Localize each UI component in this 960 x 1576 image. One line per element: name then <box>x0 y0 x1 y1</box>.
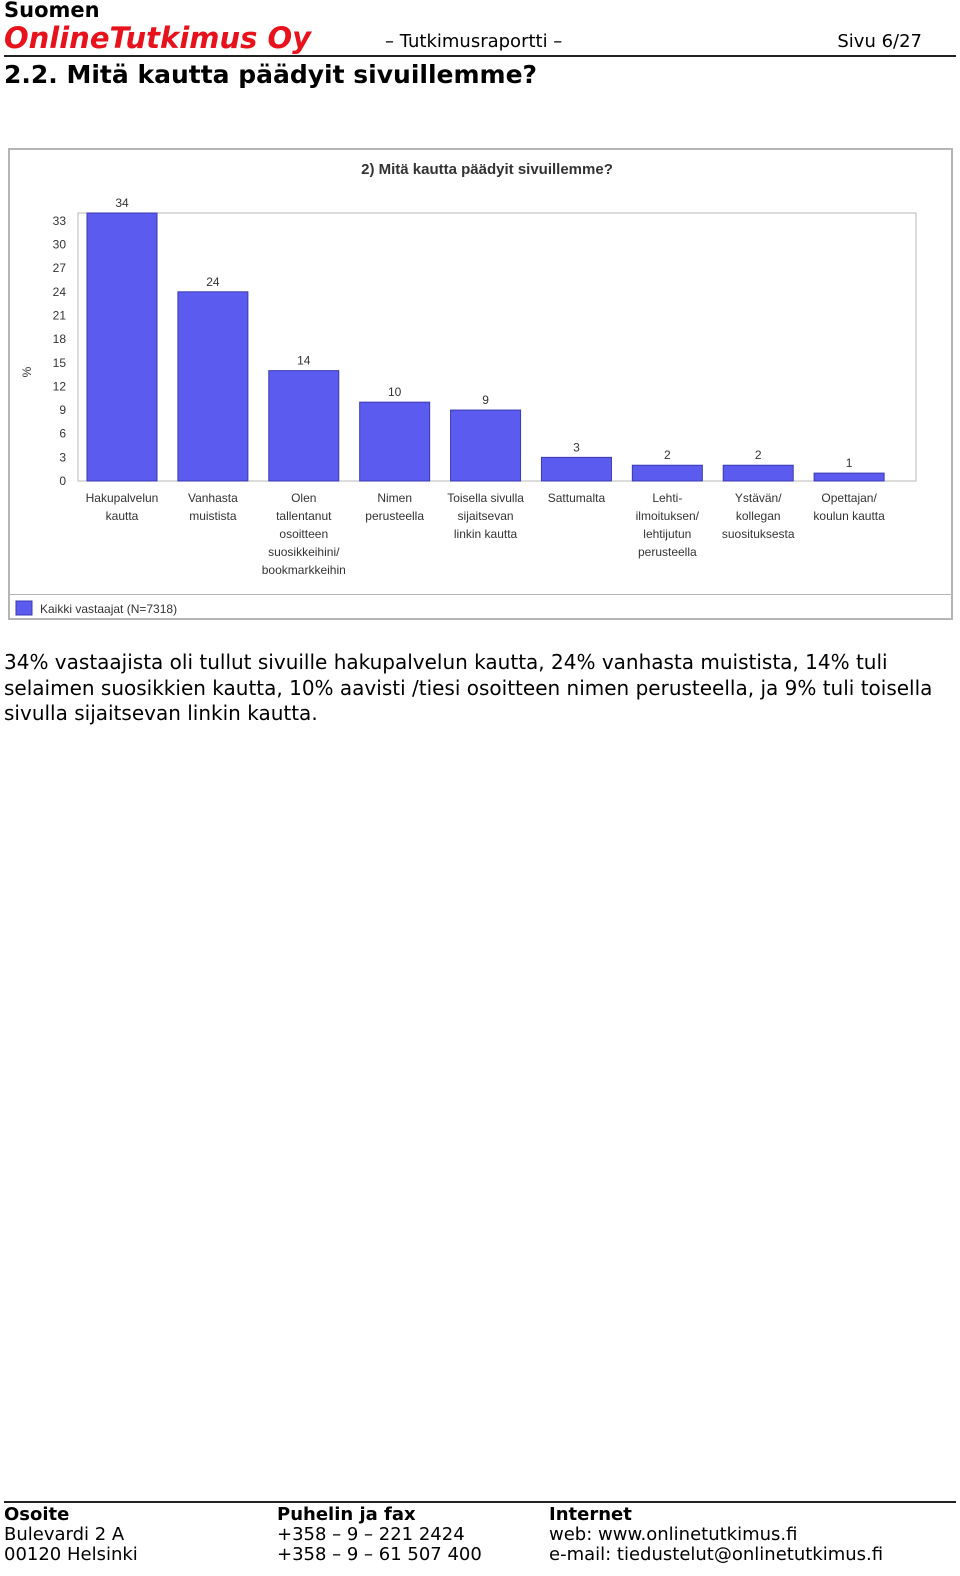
y-tick-label: 0 <box>59 474 66 488</box>
x-category-label: Opettajan/ <box>821 491 877 505</box>
bar-value-label: 34 <box>115 196 129 210</box>
x-category-label: perusteella <box>365 509 425 523</box>
footer-phone-line1: +358 – 9 – 221 2424 <box>277 1524 465 1545</box>
y-tick-label: 6 <box>59 426 66 441</box>
bar-value-label: 3 <box>573 440 580 455</box>
y-tick-label: 24 <box>52 284 66 299</box>
x-category-label: kautta <box>105 509 139 523</box>
x-category-label: tallentanut <box>276 509 332 523</box>
x-category-label: linkin kautta <box>453 527 518 541</box>
bar-value-label: 1 <box>845 456 853 471</box>
bar <box>814 473 884 481</box>
y-tick-label: 12 <box>52 379 66 394</box>
bar <box>178 292 248 481</box>
company-name-line1: Suomen <box>4 0 100 22</box>
legend-swatch <box>16 601 32 615</box>
bar <box>541 457 611 481</box>
y-tick-label: 18 <box>52 332 66 347</box>
bar-value-label: 2 <box>754 448 762 463</box>
footer-phone-heading: Puhelin ja fax <box>277 1504 416 1525</box>
y-tick-label: 3 <box>59 450 66 465</box>
x-category-label: Ystävän/ <box>734 491 782 505</box>
chart-title: 2) Mitä kautta päädyit sivuillemme? <box>361 161 613 178</box>
footer-web: web: www.onlinetutkimus.fi <box>549 1524 798 1545</box>
bar <box>360 402 430 481</box>
x-category-label: Nimen <box>377 491 413 505</box>
x-category-label: suosikkeihini/ <box>268 545 340 559</box>
bar <box>632 465 702 481</box>
page-number: Sivu 6/27 <box>837 31 922 52</box>
bar <box>269 371 339 481</box>
section-title: 2.2. Mitä kautta päädyit sivuillemme? <box>4 60 538 89</box>
legend-divider <box>10 594 951 595</box>
y-axis-label: % <box>20 366 34 378</box>
footer-phone <box>277 1505 482 1565</box>
company-name-line2: OnlineTutkimus Oy <box>4 21 312 55</box>
x-category-label: osoitteen <box>279 527 329 541</box>
bar-value-label: 9 <box>482 393 489 408</box>
bar-value-label: 14 <box>297 353 311 368</box>
x-category-label: lehtijutun <box>643 527 692 541</box>
bar-chart <box>8 148 953 620</box>
footer-address <box>4 1505 138 1565</box>
bar <box>87 213 157 481</box>
bar-value-label: 10 <box>387 385 402 400</box>
footer-address-heading: Osoite <box>4 1504 70 1525</box>
x-category-label: bookmarkkeihin <box>261 563 346 577</box>
footer-internet <box>549 1505 883 1565</box>
footer-address-line2: 00120 Helsinki <box>4 1544 138 1565</box>
x-category-label: suosituksesta <box>721 527 795 541</box>
y-tick-label: 30 <box>52 237 66 252</box>
footer-divider <box>4 1501 956 1503</box>
chart-svg <box>10 150 951 618</box>
x-category-label: sijaitsevan <box>457 509 514 523</box>
x-category-label: perusteella <box>637 545 697 559</box>
x-category-label: Hakupalvelun <box>85 491 159 505</box>
x-category-label: Sattumalta <box>547 491 606 505</box>
y-tick-label: 33 <box>52 213 66 228</box>
footer-address-line1: Bulevardi 2 A <box>4 1524 125 1545</box>
legend-label: Kaikki vastaajat (N=7318) <box>40 602 178 616</box>
x-category-label: muistista <box>189 509 237 523</box>
y-tick-label: 27 <box>52 261 66 276</box>
x-category-label: koulun kautta <box>813 509 885 523</box>
bar-value-label: 24 <box>206 274 220 289</box>
y-tick-label: 15 <box>52 355 66 370</box>
bar <box>451 410 521 481</box>
footer-phone-line2: +358 – 9 – 61 507 400 <box>277 1544 482 1565</box>
summary-paragraph: 34% vastaajista oli tullut sivuille hakupalvelun kautta, 24% vanhasta muistista, 14% tuli selaimen suosikkien kautta, 10% aavisti /tiesi osoitteen nimen perusteella, ja 9% tuli toisella sivulla sijaitsevan linkin kautta. <box>4 650 933 725</box>
footer-internet-heading: Internet <box>549 1504 632 1525</box>
bar <box>723 465 793 481</box>
footer-email: e-mail: tiedustelut@onlinetutkimus.fi <box>549 1544 884 1565</box>
header-divider <box>4 55 956 57</box>
x-category-label: Lehti- <box>652 491 683 505</box>
x-category-label: ilmoituksen/ <box>635 509 700 523</box>
x-category-label: kollegan <box>735 509 781 523</box>
x-category-label: Olen <box>291 491 317 505</box>
y-tick-label: 21 <box>52 308 66 323</box>
report-label: – Tutkimusraportti – <box>385 31 563 52</box>
bar-value-label: 2 <box>663 448 671 463</box>
x-category-label: Vanhasta <box>187 491 238 505</box>
y-tick-label: 9 <box>59 403 66 418</box>
x-category-label: Toisella sivulla <box>447 491 524 505</box>
